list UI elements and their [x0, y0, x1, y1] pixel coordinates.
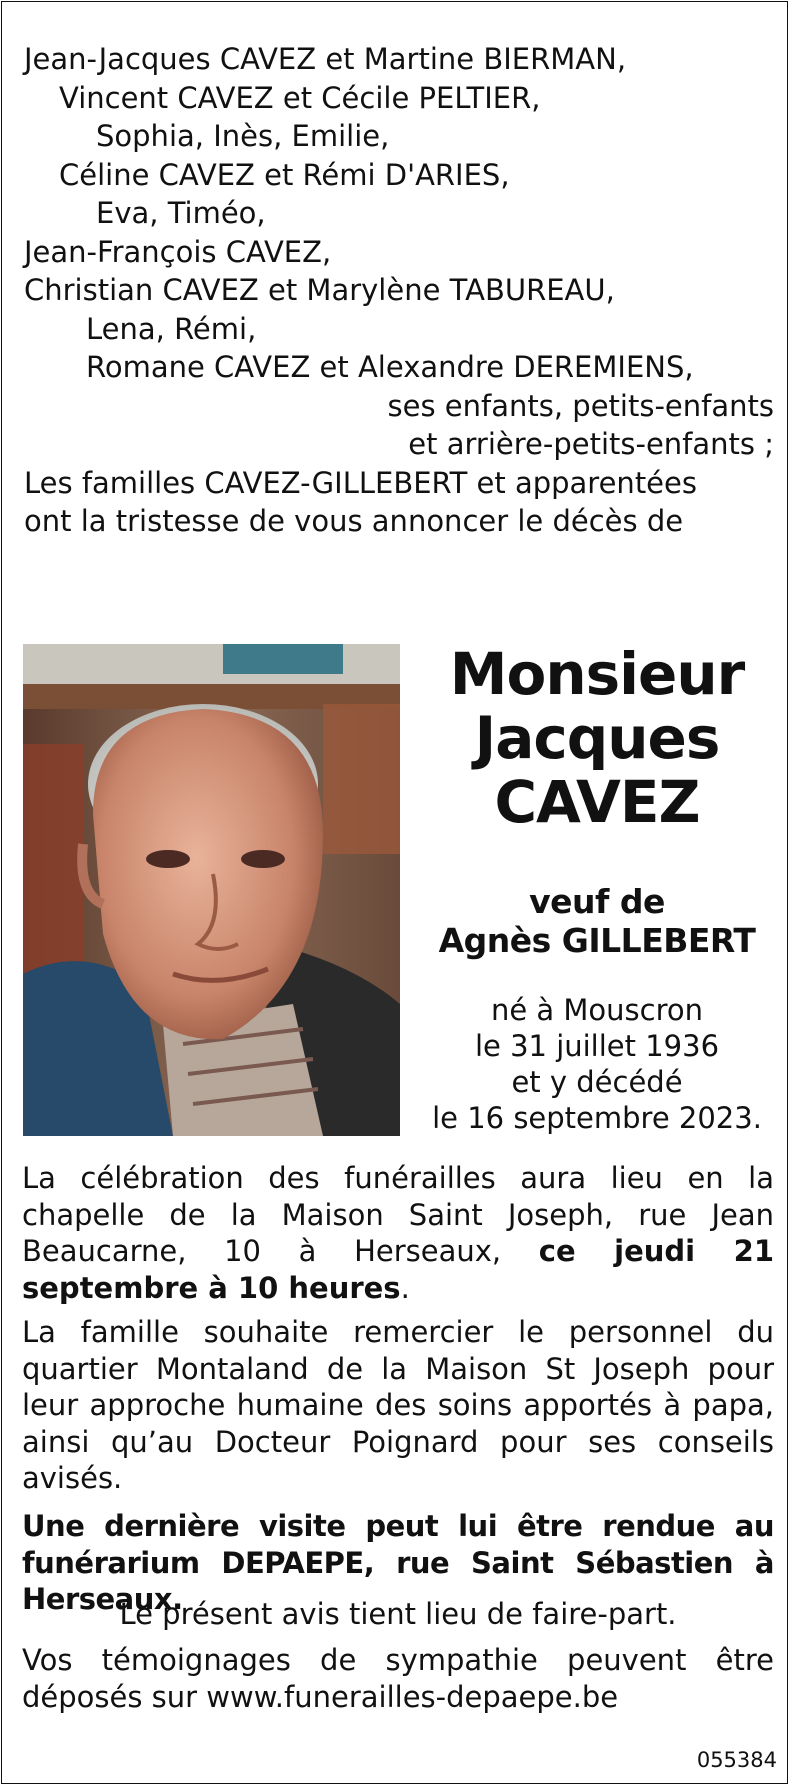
thanks-paragraph: La famille souhaite remercier le personnel du quartier Montaland de la Maison St Joseph pour leur approche humaine des soins apportés à papa, ainsi qu’au Docteur Poignard pour ses conseils avisés.	[22, 1315, 774, 1495]
family-line: Romane CAVEZ et Alexandre DEREMIENS,	[86, 350, 694, 384]
spouse-name: Agnès GILLEBERT	[438, 921, 756, 960]
ceremony-paragraph	[22, 1160, 774, 1306]
deceased-last-name: CAVEZ	[494, 768, 700, 836]
death-place: et y décédé	[511, 1065, 683, 1099]
birth-place: né à Mouscron	[490, 993, 704, 1027]
widow-block	[422, 882, 772, 960]
family-line: Lena, Rémi,	[86, 311, 257, 346]
family-line: Sophia, Inès, Emilie,	[96, 119, 390, 153]
notice-line: Le présent avis tient lieu de faire-part.	[119, 1597, 677, 1631]
visit-paragraph: Une dernière visite peut lui être rendue au funérarium DEPAEPE, rue Saint Sébastien à Herseaux.	[22, 1509, 774, 1616]
condolences-paragraph: Vos témoignages de sympathie peuvent être déposés sur www.funerailles-depaepe.be	[22, 1643, 774, 1714]
deceased-name	[422, 642, 772, 834]
ceremony-date: ce jeudi 21 septembre à 10 heures	[22, 1234, 774, 1305]
obituary-notice	[1, 1, 788, 1784]
portrait-photo	[23, 644, 400, 1136]
birth-date: le 31 juillet 1936	[474, 1029, 720, 1063]
family-line: Vincent CAVEZ et Cécile PELTIER,	[59, 80, 541, 115]
deceased-title: Monsieur	[449, 640, 745, 708]
family-line: Eva, Timéo,	[96, 196, 266, 230]
relation-line: et arrière-petits-enfants ;	[408, 427, 774, 461]
relation-line: ses enfants, petits-enfants	[387, 388, 774, 423]
family-line: Christian CAVEZ et Marylène TABUREAU,	[24, 273, 615, 307]
announce-line: ont la tristesse de vous annoncer le décès de	[24, 504, 684, 538]
death-date: le 16 septembre 2023.	[432, 1101, 762, 1135]
family-list	[24, 40, 774, 541]
deceased-first-name: Jacques	[474, 704, 720, 772]
widow-of-label: veuf de	[529, 882, 665, 921]
family-line: Jean-François CAVEZ,	[24, 234, 332, 269]
families-line: Les familles CAVEZ-GILLEBERT et apparentées	[24, 465, 697, 500]
dates-block	[422, 992, 772, 1136]
ceremony-end: .	[400, 1270, 410, 1305]
family-line: Céline CAVEZ et Rémi D'ARIES,	[59, 157, 510, 192]
family-line: Jean-Jacques CAVEZ et Martine BIERMAN,	[24, 42, 627, 76]
ceremony-text: La célébration des funérailles aura lieu en la chapelle de la Maison Saint Joseph, rue Jean Beaucarne, 10 à Herseaux,	[22, 1161, 774, 1268]
reference-number: 055384	[696, 1748, 777, 1772]
